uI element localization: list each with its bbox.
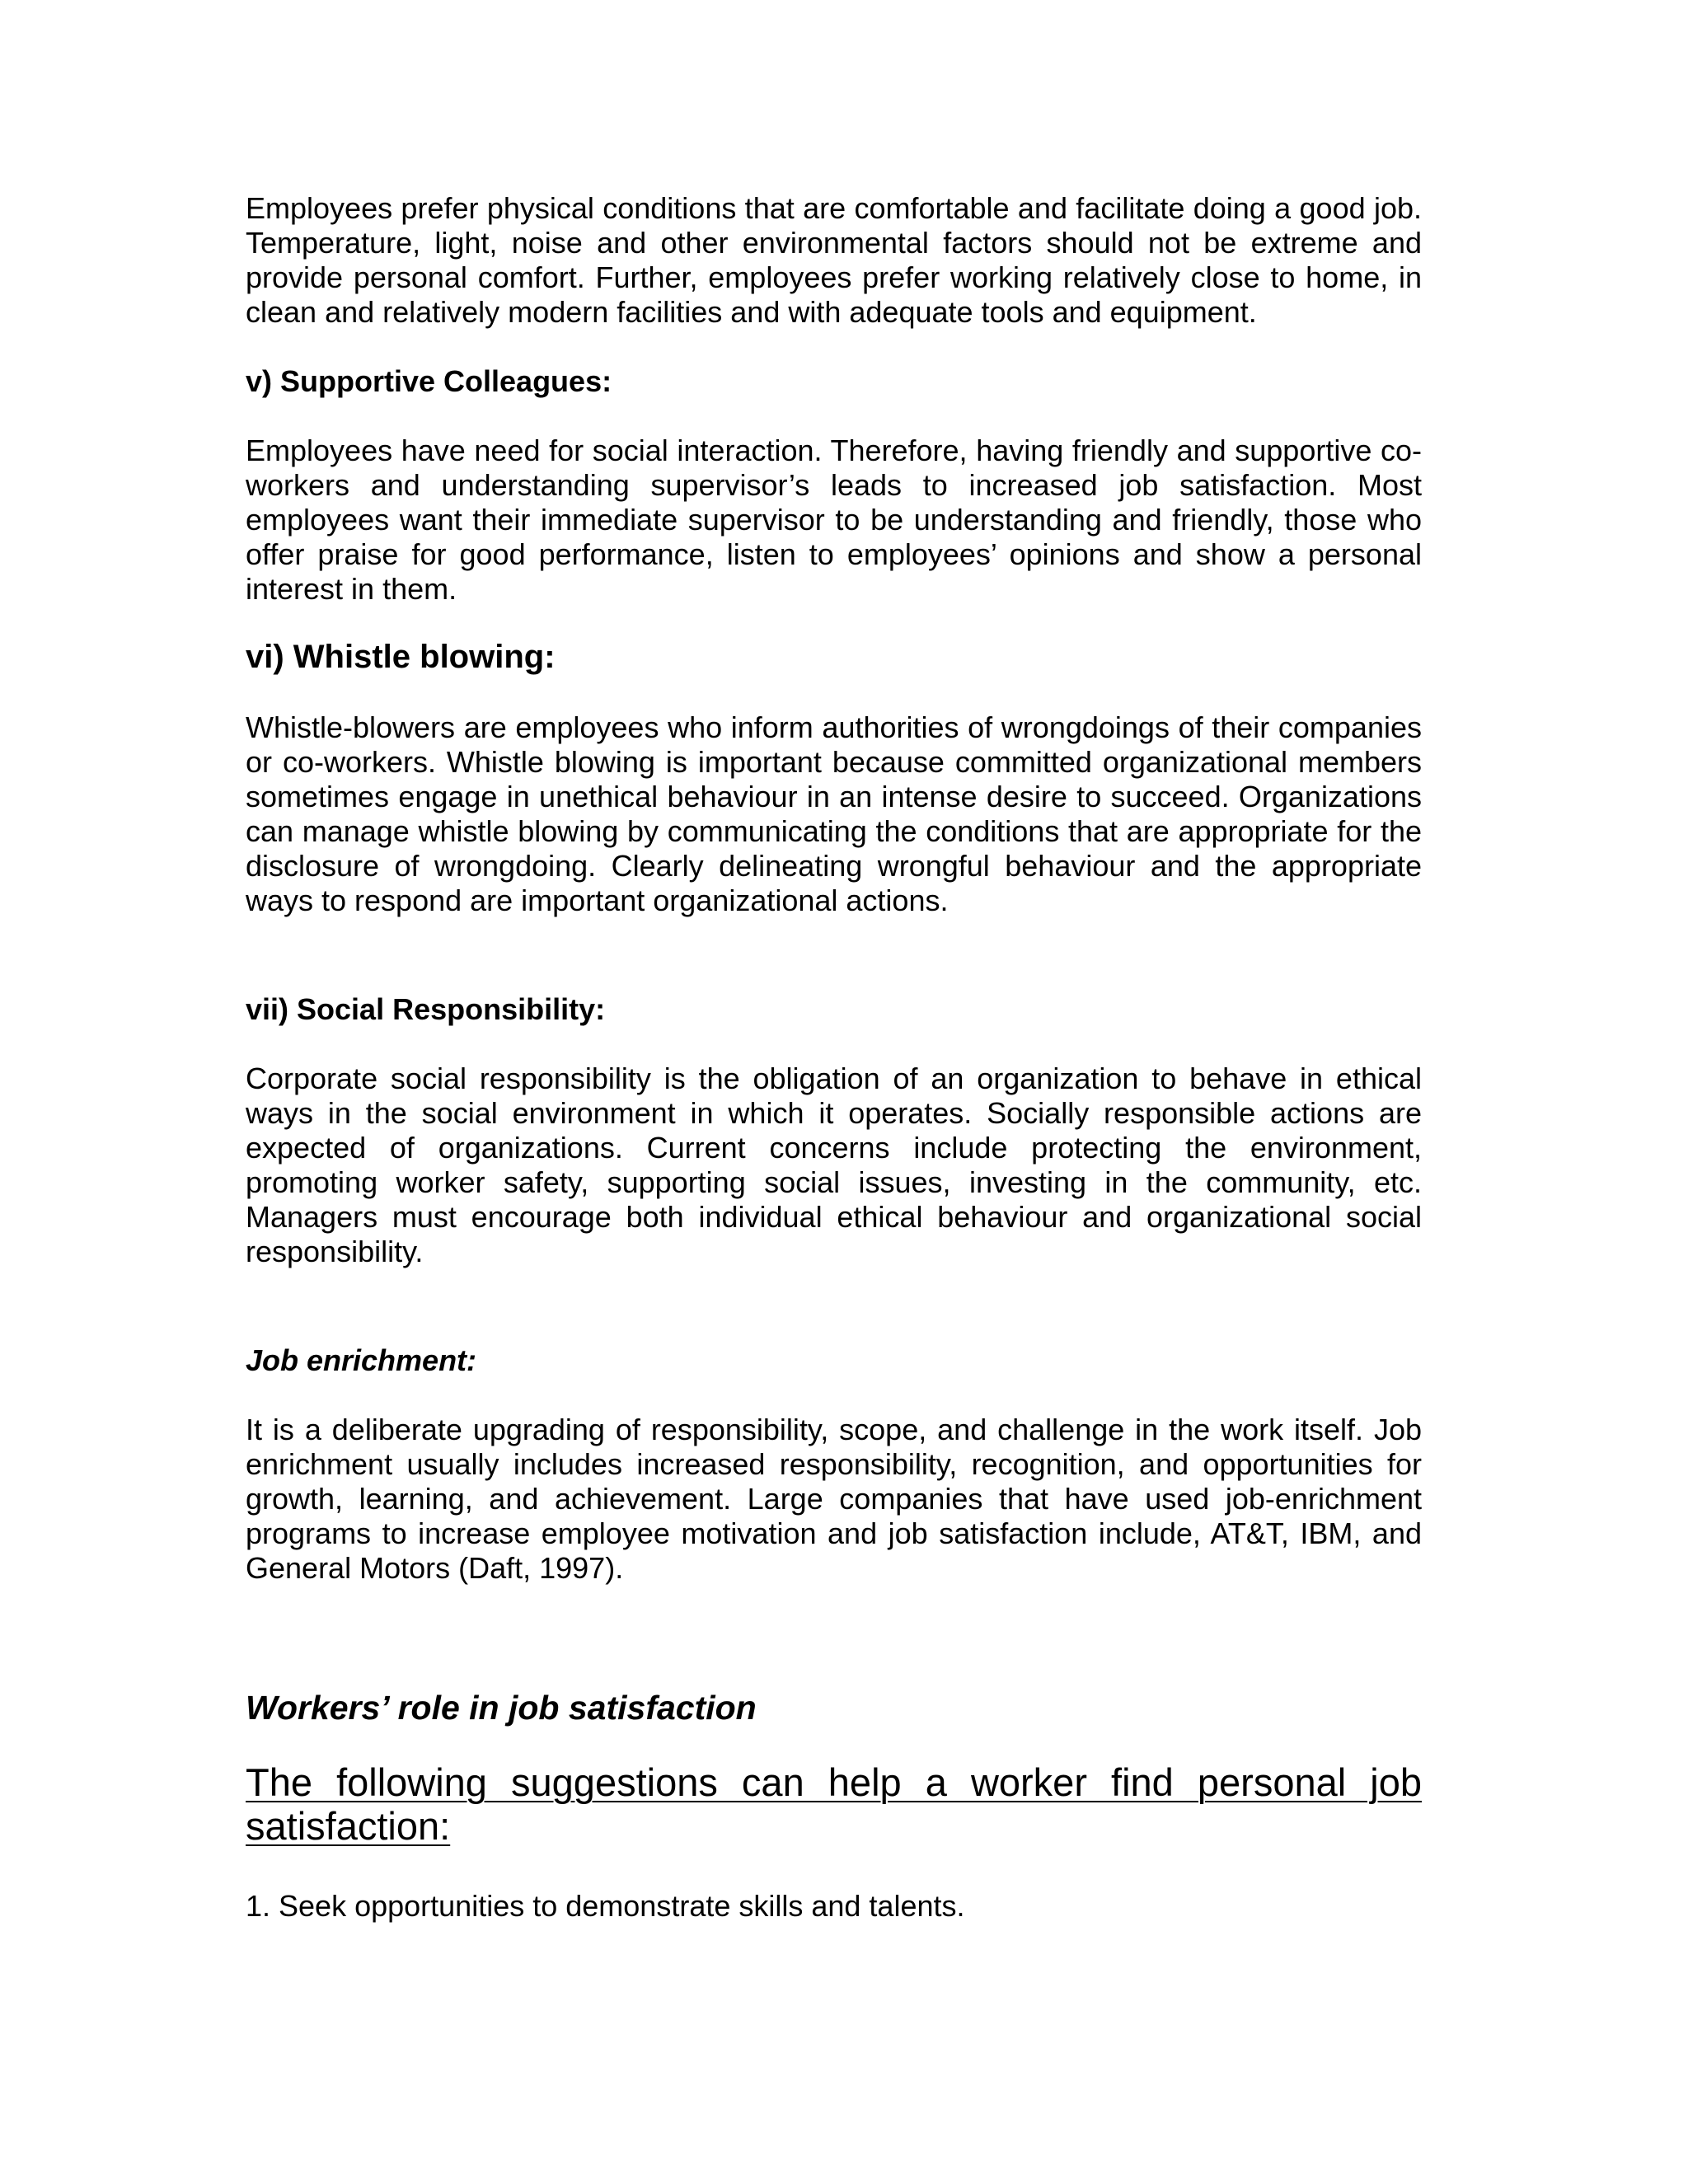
physical-conditions-paragraph: Employees prefer physical conditions that are comfortable and facilitate doing a good job. Temperature, light, noise and other environmental factors should not be extreme and provide personal comfort. Further, employees prefer working relatively close to home, in clean and relatively modern facilities and with adequate tools and equipment. — [246, 191, 1422, 329]
job-enrichment-paragraph: It is a deliberate upgrading of responsibility, scope, and challenge in the work itself. Job enrichment usually includes increased responsibility, recognition, and opportunities for growth, learning, and achievement. Large companies that have used job-enrichment programs to increase employee motivation and job satisfaction include, AT&T, IBM, and General Motors (Daft, 1997). — [246, 1413, 1422, 1585]
suggestions-heading: The following suggestions can help a worker find personal job satisfaction: — [246, 1760, 1422, 1848]
workers-role-heading: Workers’ role in job satisfaction — [246, 1689, 757, 1727]
whistle-blowing-heading: vi) Whistle blowing: — [246, 639, 556, 675]
supportive-colleagues-paragraph: Employees have need for social interaction. Therefore, having friendly and supportive co-workers and understanding supervisor’s leads to increased job satisfaction. Most employees want their immediate supervisor to be understanding and friendly, those who offer praise for good performance, listen to employees’ opinions and show a personal interest in them. — [246, 434, 1422, 606]
job-enrichment-heading: Job enrichment: — [246, 1343, 477, 1377]
social-responsibility-heading: vii) Social Responsibility: — [246, 992, 606, 1026]
whistle-blowing-paragraph: Whistle-blowers are employees who inform authorities of wrongdoings of their companies or co-workers. Whistle blowing is important because committed organizational members sometimes engage in unethical behaviour in an intense desire to succeed. Organizations can manage whistle blowing by communicating the conditions that are appropriate for the disclosure of wrongdoing. Clearly delineating wrongful behaviour and the appropriate ways to respond are important organizational actions. — [246, 710, 1422, 917]
document-page — [246, 191, 1422, 1924]
list-item: 1. Seek opportunities to demonstrate skills and talents. — [246, 1889, 965, 1923]
supportive-colleagues-heading: v) Supportive Colleagues: — [246, 364, 612, 398]
social-responsibility-paragraph: Corporate social responsibility is the obligation of an organization to behave in ethical ways in the social environment in which it operates. Socially responsible actions are expected of organizations. Current concerns include protecting the environment, promoting worker safety, supporting social issues, investing in the community, etc. Managers must encourage both individual ethical behaviour and organizational social responsibility. — [246, 1062, 1422, 1268]
